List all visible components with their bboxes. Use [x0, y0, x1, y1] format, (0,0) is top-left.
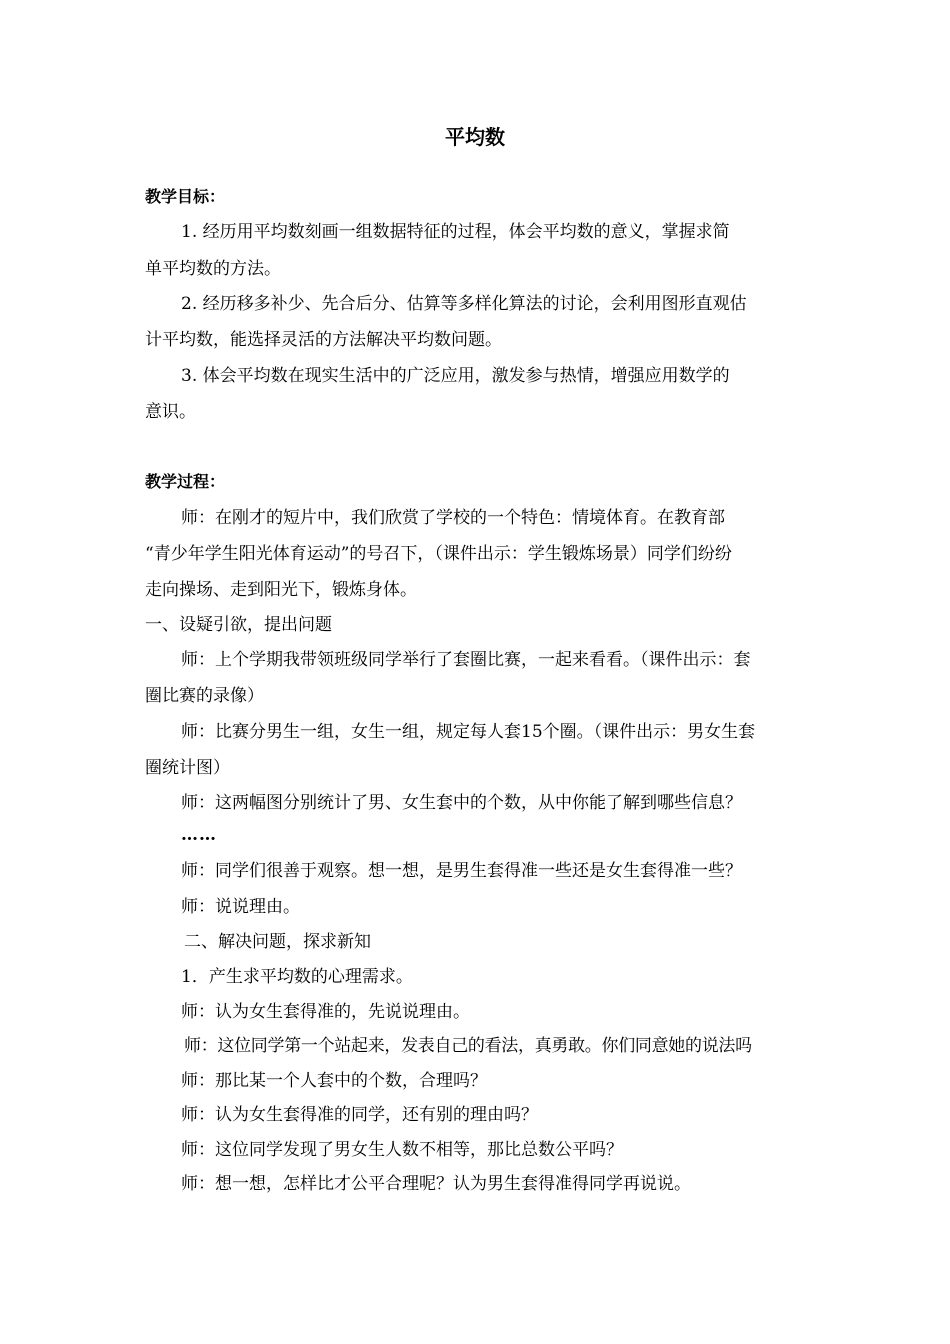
section-heading-2: 二、解决问题，探求新知 [184, 932, 371, 952]
process-line: 走向操场、走到阳光下，锻炼身体。 [145, 580, 417, 600]
process-line: 师：这位同学发现了男女生人数不相等，那比总数公平吗？ [181, 1140, 623, 1160]
process-line: 师：上个学期我带领班级同学举行了套圈比赛，一起来看看。（课件出示：套 [181, 650, 751, 670]
process-line: 师：这位同学第一个站起来，发表自己的看法，真勇敢。你们同意她的说法吗 [184, 1036, 752, 1056]
process-line: 师：比赛分男生一组，女生一组，规定每人套15个圈。（课件出示：男女生套 [181, 722, 756, 742]
process-line: 师：想一想，怎样比才公平合理呢？认为男生套得准得同学再说说。 [181, 1174, 691, 1194]
process-line: 师：认为女生套得准的，先说说理由。 [181, 1002, 470, 1022]
process-line: 师：同学们很善于观察。想一想，是男生套得准一些还是女生套得准一些？ [181, 861, 742, 881]
objective-1-line-2: 单平均数的方法。 [145, 259, 281, 279]
process-line: 1．产生求平均数的心理需求。 [181, 967, 413, 987]
process-line: 师：这两幅图分别统计了男、女生套中的个数，从中你能了解到哪些信息？ [181, 793, 742, 813]
objective-3-line-1: 3. 体会平均数在现实生活中的广泛应用，激发参与热情，增强应用数学的 [181, 366, 730, 386]
process-heading: 教学过程： [145, 472, 226, 491]
process-line: 师：说说理由。 [181, 897, 300, 917]
objective-2-line-1: 2. 经历移多补少、先合后分、估算等多样化算法的讨论，会利用图形直观估 [181, 294, 747, 314]
ellipsis: …… [181, 825, 217, 845]
process-line: “青少年学生阳光体育运动”的号召下，（课件出示：学生锻炼场景）同学们纷纷 [145, 544, 732, 564]
process-line: 圈统计图） [145, 758, 230, 778]
section-heading-1: 一、设疑引欲，提出问题 [145, 615, 332, 635]
objective-2-line-2: 计平均数，能选择灵活的方法解决平均数问题。 [145, 330, 502, 350]
process-line: 师：认为女生套得准的同学，还有别的理由吗？ [181, 1105, 538, 1125]
objectives-heading: 教学目标： [145, 187, 226, 206]
process-line: 圈比赛的录像） [145, 686, 264, 706]
objective-3-line-2: 意识。 [145, 402, 196, 422]
objective-1-line-1: 1. 经历用平均数刻画一组数据特征的过程，体会平均数的意义，掌握求简 [181, 222, 730, 242]
process-line: 师：那比某一个人套中的个数，合理吗？ [181, 1071, 487, 1091]
process-line: 师：在刚才的短片中，我们欣赏了学校的一个特色：情境体育。在教育部 [181, 508, 725, 528]
document-title: 平均数 [445, 125, 505, 149]
